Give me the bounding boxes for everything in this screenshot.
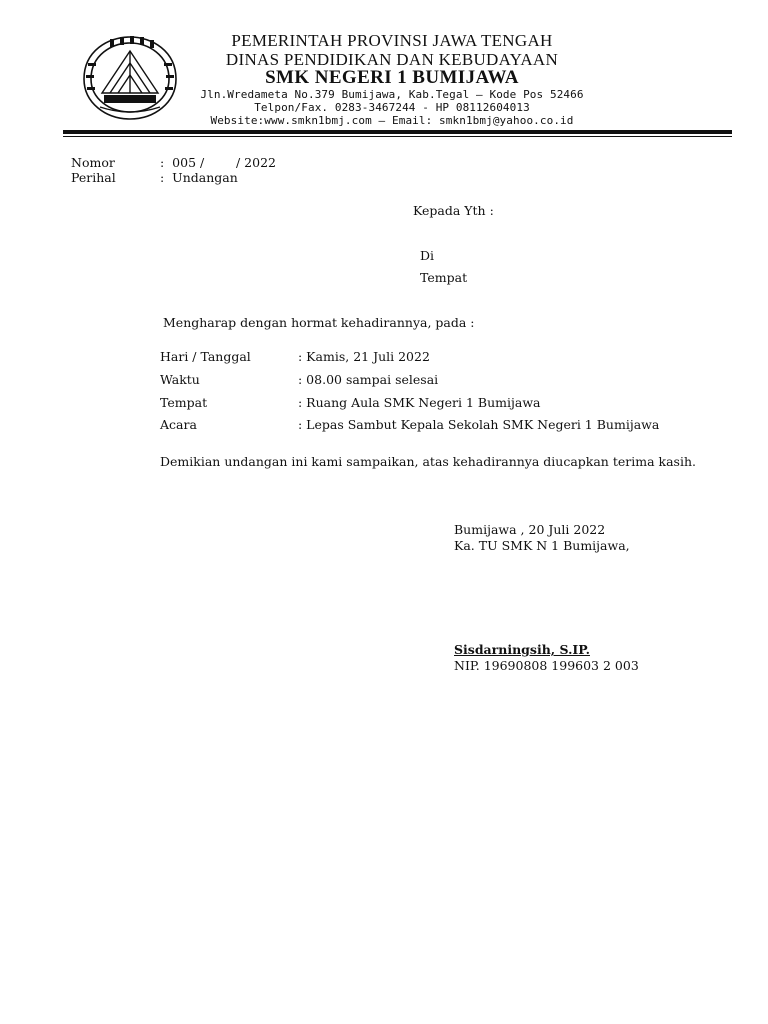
nomor-label: Nomor [71,155,115,170]
signature-position: Ka. TU SMK N 1 Bumijawa, [454,538,630,553]
body-intro: Mengharap dengan hormat kehadirannya, pada : [163,315,475,330]
detail-value: : 08.00 sampai selesai [298,372,439,387]
closing-sentence: Demikian undangan ini kami sampaikan, atas kehadirannya diucapkan terima kasih. [160,454,696,469]
school-address: Jln.Wredameta No.379 Bumijawa, Kab.Tegal – Kode Pos 52466 [200,88,584,101]
detail-label: Acara [160,417,197,432]
detail-label: Waktu [160,372,200,387]
recipient-kepada: Kepada Yth : [413,203,494,218]
letterhead-divider-thin [63,136,732,137]
detail-value: : Lepas Sambut Kepala Sekolah SMK Negeri 1 Bumijawa [298,417,660,432]
signatory-nip: NIP. 19690808 199603 2 003 [454,658,639,673]
school-phone: Telpon/Fax. 0283-3467244 - HP 08112604013 [254,101,530,114]
detail-label: Hari / Tanggal [160,349,251,364]
detail-value: : Kamis, 21 Juli 2022 [298,349,430,364]
perihal-label: Perihal [71,170,116,185]
letterhead-divider-thick [63,130,732,134]
detail-value: : Ruang Aula SMK Negeri 1 Bumijawa [298,395,541,410]
school-name: SMK NEGERI 1 BUMIJAWA [265,67,519,88]
detail-label: Tempat [160,395,208,410]
signatory-name: Sisdarningsih, S.IP. [454,642,590,657]
recipient-di: Di [420,248,435,263]
school-website: Website:www.smkn1bmj.com – Email: smkn1bmj@yahoo.co.id [210,114,574,127]
recipient-tempat: Tempat [420,270,468,285]
signature-place-date: Bumijawa , 20 Juli 2022 [454,522,606,537]
perihal-value: : Undangan [160,170,238,185]
letterhead-line-1: PEMERINTAH PROVINSI JAWA TENGAH [231,31,553,50]
nomor-value: : 005 / / 2022 [160,155,276,170]
letterhead-line-2: DINAS PENDIDIKAN DAN KEBUDAYAAN [225,50,559,69]
